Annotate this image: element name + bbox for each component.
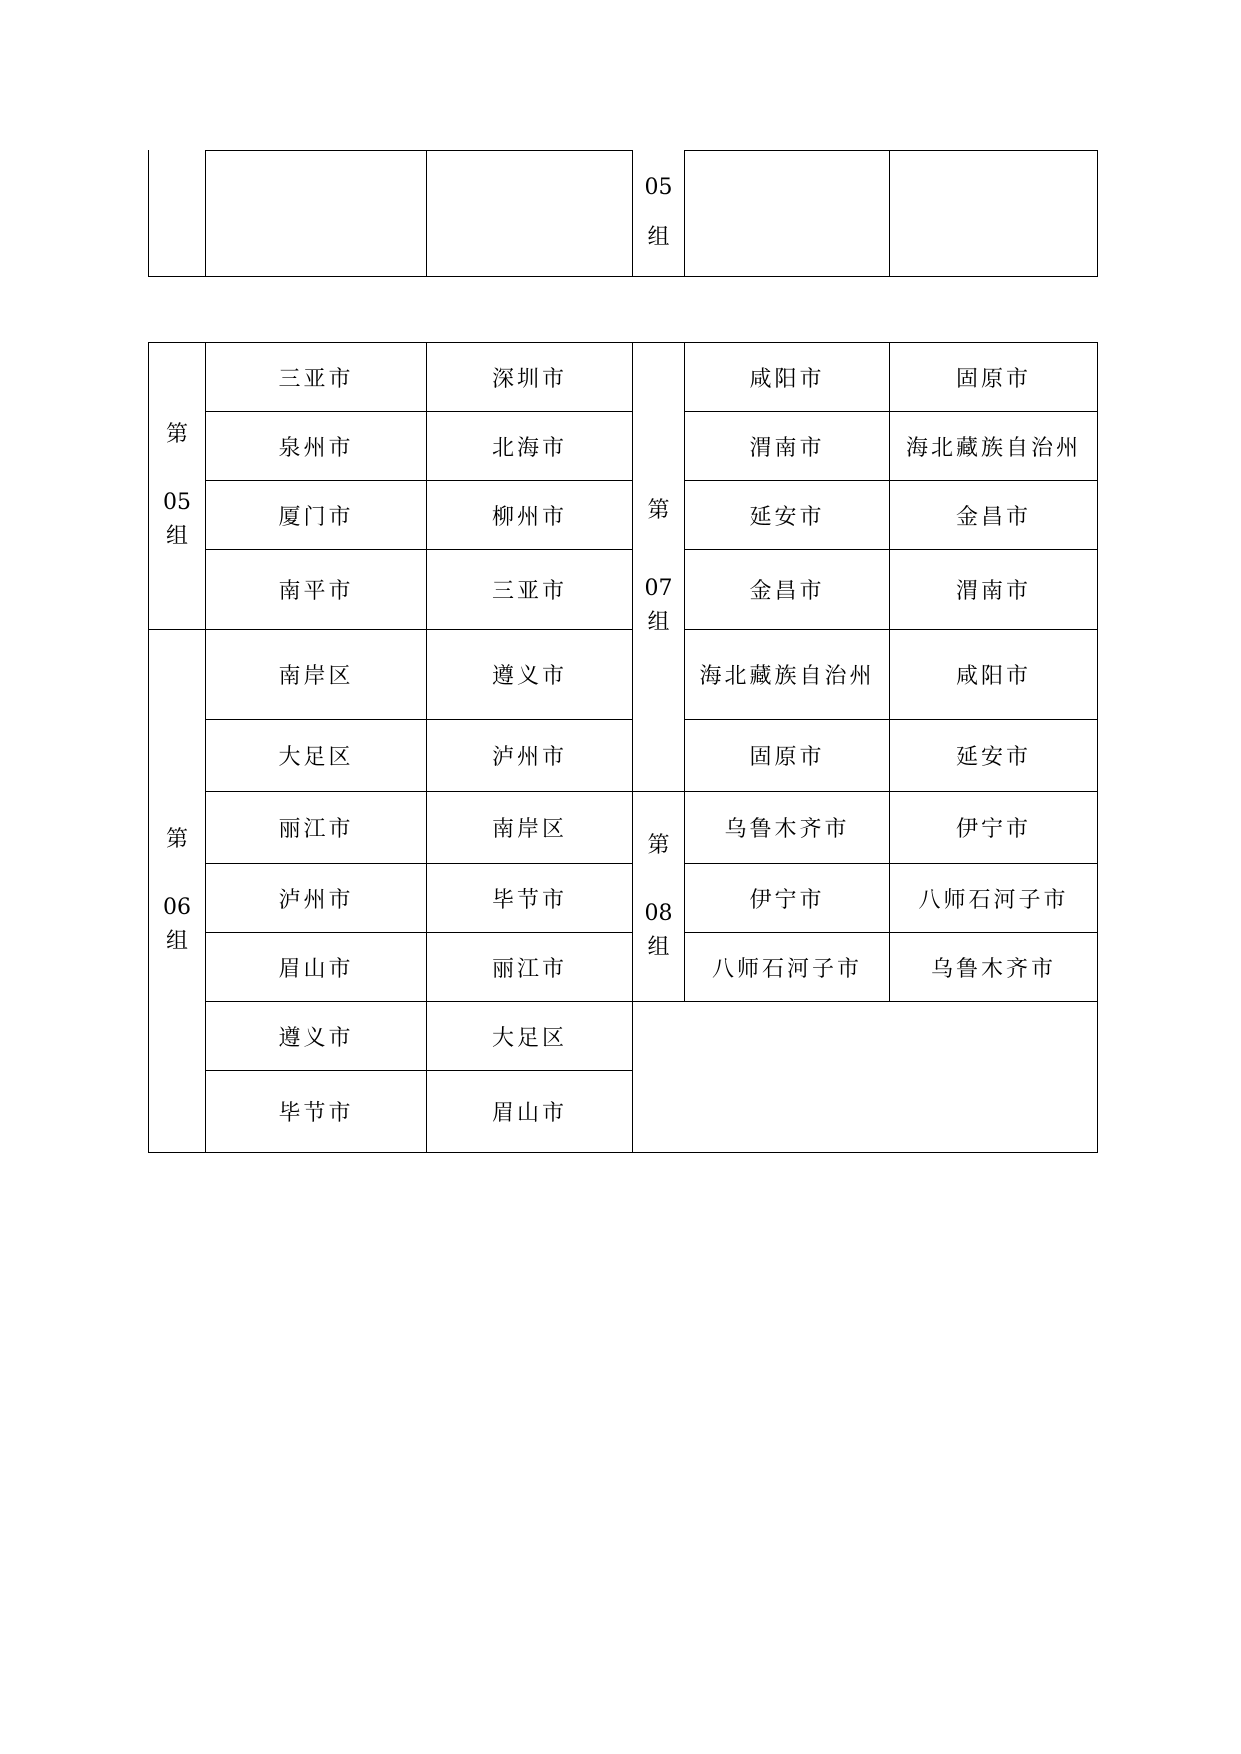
- fragment-cell-1: [205, 150, 427, 277]
- table-cell: 咸阳市: [889, 629, 1098, 720]
- fragment-group-number: 05: [644, 175, 673, 200]
- group-07-number: 07: [644, 576, 673, 601]
- fragment-group-suffix: 组: [647, 225, 670, 250]
- table-cell: 乌鲁木齐市: [684, 791, 890, 864]
- group-05-label: [148, 342, 206, 630]
- table-cell: 南岸区: [426, 791, 633, 864]
- fragment-cell-4: [889, 150, 1098, 277]
- table-cell: 延安市: [684, 480, 890, 550]
- table-cell: 三亚市: [426, 549, 633, 630]
- table-cell: 遵义市: [205, 1001, 427, 1071]
- group-06-prefix: 第: [165, 827, 188, 852]
- group-08-prefix: 第: [647, 832, 670, 858]
- table-cell: 毕节市: [426, 863, 633, 933]
- table-cell: 海北藏族自治州: [889, 411, 1098, 481]
- empty-block: [632, 1001, 1098, 1153]
- table-cell: 丽江市: [205, 791, 427, 864]
- table-cell: 遵义市: [426, 629, 633, 720]
- table-cell: 八师石河子市: [684, 932, 890, 1002]
- table-cell: 大足区: [426, 1001, 633, 1071]
- group-05-suffix: 组: [165, 524, 188, 549]
- fragment-group-label: [632, 150, 685, 277]
- group-08-label: [632, 791, 685, 1002]
- table-cell: 泸州市: [426, 719, 633, 792]
- table-cell: 柳州市: [426, 480, 633, 550]
- table-cell: 伊宁市: [684, 863, 890, 933]
- table-cell: 固原市: [889, 342, 1098, 412]
- table-cell: 固原市: [684, 719, 890, 792]
- group-08-number: 08: [644, 900, 673, 926]
- table-cell: 丽江市: [426, 932, 633, 1002]
- table-cell: 泉州市: [205, 411, 427, 481]
- table-cell: 厦门市: [205, 480, 427, 550]
- fragment-cell-0: [148, 150, 206, 277]
- group-07-label: [632, 342, 685, 792]
- table-cell: 伊宁市: [889, 791, 1098, 864]
- group-06-label: [148, 629, 206, 1153]
- fragment-cell-2: [426, 150, 633, 277]
- table-cell: 深圳市: [426, 342, 633, 412]
- fragment-cell-3: [684, 150, 890, 277]
- table-cell: 乌鲁木齐市: [889, 932, 1098, 1002]
- group-06-number: 06: [163, 895, 191, 920]
- table-cell: 大足区: [205, 719, 427, 792]
- table-cell: 南平市: [205, 549, 427, 630]
- group-06-suffix: 组: [165, 929, 188, 954]
- table-cell: 眉山市: [205, 932, 427, 1002]
- group-05-prefix: 第: [165, 422, 188, 447]
- table-cell: 咸阳市: [684, 342, 890, 412]
- table-cell: 毕节市: [205, 1070, 427, 1153]
- table-cell: 渭南市: [684, 411, 890, 481]
- table-cell: 渭南市: [889, 549, 1098, 630]
- table-cell: 眉山市: [426, 1070, 633, 1153]
- table-cell: 南岸区: [205, 629, 427, 720]
- table-cell: 金昌市: [889, 480, 1098, 550]
- table-cell: 八师石河子市: [889, 863, 1098, 933]
- table-cell: 延安市: [889, 719, 1098, 792]
- table-cell: 金昌市: [684, 549, 890, 630]
- group-07-prefix: 第: [647, 498, 670, 523]
- table-cell: 北海市: [426, 411, 633, 481]
- table-cell: 海北藏族自治州: [684, 629, 890, 720]
- group-07-suffix: 组: [647, 610, 670, 635]
- group-08-suffix: 组: [647, 934, 670, 960]
- group-05-number: 05: [163, 490, 191, 515]
- table-cell: 三亚市: [205, 342, 427, 412]
- table-cell: 泸州市: [205, 863, 427, 933]
